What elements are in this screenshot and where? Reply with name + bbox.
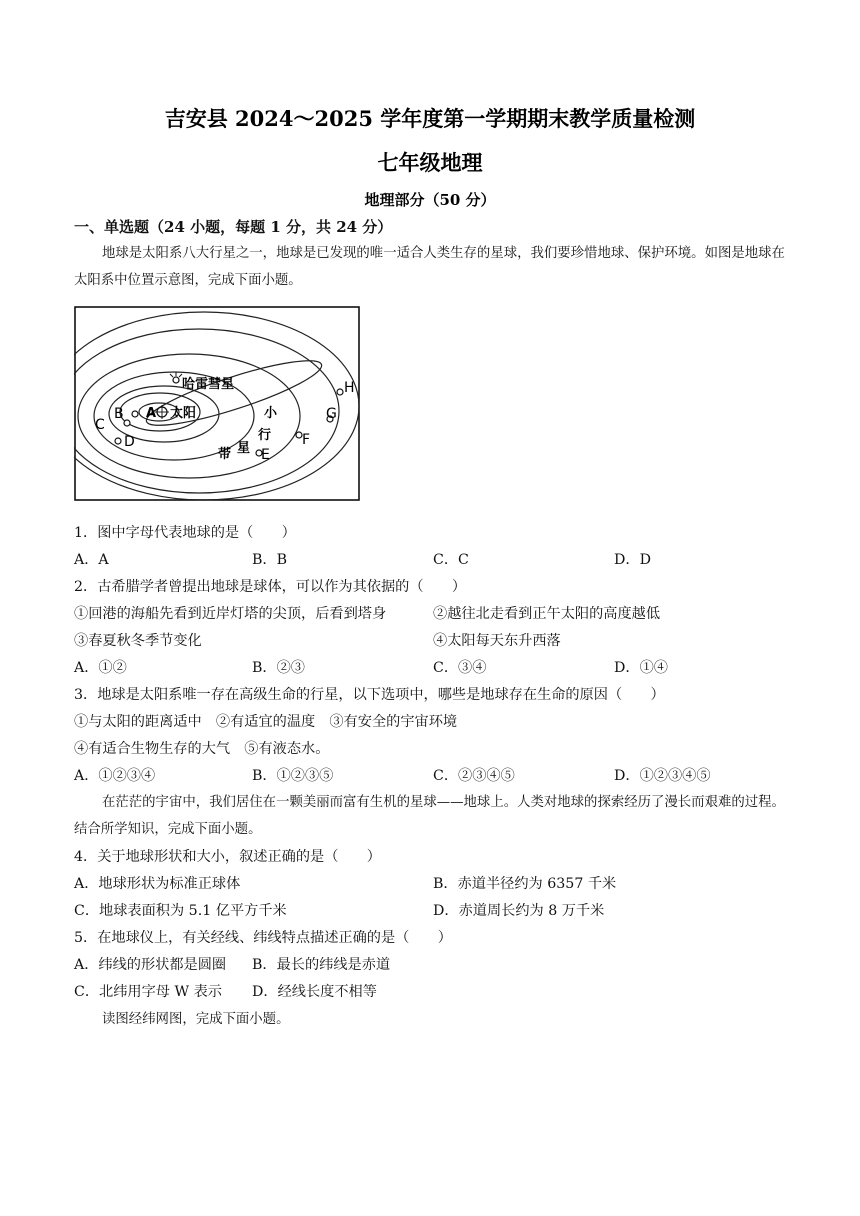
q3-option-b: B．①②③⑤ [252, 768, 334, 784]
q3-option-a: A．①②③④ [74, 768, 156, 784]
q4-option-a: A．地球形状为标准正球体 [74, 876, 241, 892]
asteroid-belt-label-1: 小 [264, 406, 278, 421]
q4-option-c: C．地球表面积为 5.1 亿平方千米 [74, 903, 287, 919]
section-heading: 一、单选题（24 小题，每题 1 分，共 24 分） [74, 218, 393, 236]
planet-b-marker [132, 411, 138, 417]
planet-d-marker [115, 438, 121, 444]
q5-option-c: C．北纬用字母 W 表示 [74, 984, 222, 1000]
planet-f-label: F [302, 432, 311, 448]
planet-e-label: E [261, 447, 270, 463]
q2-statement-2: ②越往北走看到正午太阳的高度越低 [433, 606, 661, 622]
q2-option-c: C．③④ [433, 660, 487, 676]
q2-statement-1: ①回港的海船先看到近岸灯塔的尖顶，后看到塔身 [74, 606, 387, 622]
q3-option-d: D．①②③④⑤ [614, 768, 711, 784]
part-heading: 地理部分（50 分） [364, 191, 496, 209]
q1-option-b: B．B [252, 552, 288, 568]
question-4-stem: 4．关于地球形状和大小，叙述正确的是（ ） [74, 849, 381, 865]
intro-paragraph-2: 在茫茫的宇宙中，我们居住在一颗美丽而富有生机的星球——地球上。人类对地球的探索经历了漫长而艰难的过程。结合所学知识，完成下面小题。 [74, 795, 785, 837]
planet-d-label: D [124, 434, 135, 450]
question-1-stem: 1．图中字母代表地球的是（ ） [74, 525, 296, 541]
q4-option-d: D．赤道周长约为 8 万千米 [433, 903, 605, 919]
planet-h-label: H [344, 380, 355, 396]
planet-b-label: B [114, 406, 124, 422]
q4-option-b: B．赤道半径约为 6357 千米 [433, 876, 617, 892]
asteroid-belt-label-3: 带 [218, 447, 232, 462]
q1-option-a: A．A [74, 552, 109, 568]
solar-system-diagram [74, 306, 360, 501]
asteroid-belt-label-4: 星 [237, 441, 251, 456]
q2-option-a: A．①② [74, 660, 127, 676]
q2-statement-4: ④太阳每天东升西落 [433, 633, 561, 649]
q3-statements-line-2: ④有适合生物生存的大气 ⑤有液态水。 [74, 741, 330, 757]
intro-paragraph-1: 地球是太阳系八大行星之一，地球是已发现的唯一适合人类生存的星球，我们要珍惜地球、保护环境。如图是地球在太阳系中位置示意图，完成下面小题。 [74, 246, 785, 288]
intro-paragraph-3: 读图经纬网图，完成下面小题。 [102, 1012, 290, 1027]
question-2-stem: 2．古希腊学者曾提出地球是球体，可以作为其依据的（ ） [74, 579, 467, 595]
q3-option-c: C．②③④⑤ [433, 768, 515, 784]
q5-option-a: A．纬线的形状都是圆圈 [74, 957, 227, 973]
asteroid-belt-label-2: 行 [258, 428, 272, 443]
q2-option-d: D．①④ [614, 660, 668, 676]
q5-option-b: B．最长的纬线是赤道 [252, 957, 391, 973]
question-5-stem: 5．在地球仪上，有关经线、纬线特点描述正确的是（ ） [74, 930, 452, 946]
exam-subtitle: 七年级地理 [377, 150, 483, 175]
planet-c-label: C [95, 417, 105, 433]
q3-statements-line-1: ①与太阳的距离适中 ②有适宜的温度 ③有安全的宇宙环境 [74, 714, 458, 730]
sun-label: 太阳 [170, 406, 197, 421]
question-3-stem: 3．地球是太阳系唯一存在高级生命的行星，以下选项中，哪些是地球存在生命的原因（ ） [74, 687, 665, 703]
q1-option-c: C．C [433, 552, 469, 568]
q5-option-d: D．经线长度不相等 [252, 984, 377, 1000]
q2-statement-3: ③春夏秋冬季节变化 [74, 633, 202, 649]
q1-option-d: D．D [614, 552, 651, 568]
solar-system-figure [74, 306, 360, 501]
planet-a-label: A [146, 406, 157, 421]
planet-c-marker [124, 420, 130, 426]
planet-g-label: G [326, 406, 337, 422]
exam-title: 吉安县 2024～2025 学年度第一学期期末教学质量检测 [164, 106, 696, 131]
comet-label: 哈雷彗星 [182, 377, 235, 392]
planet-h-marker [337, 389, 343, 395]
q2-option-b: B．②③ [252, 660, 305, 676]
